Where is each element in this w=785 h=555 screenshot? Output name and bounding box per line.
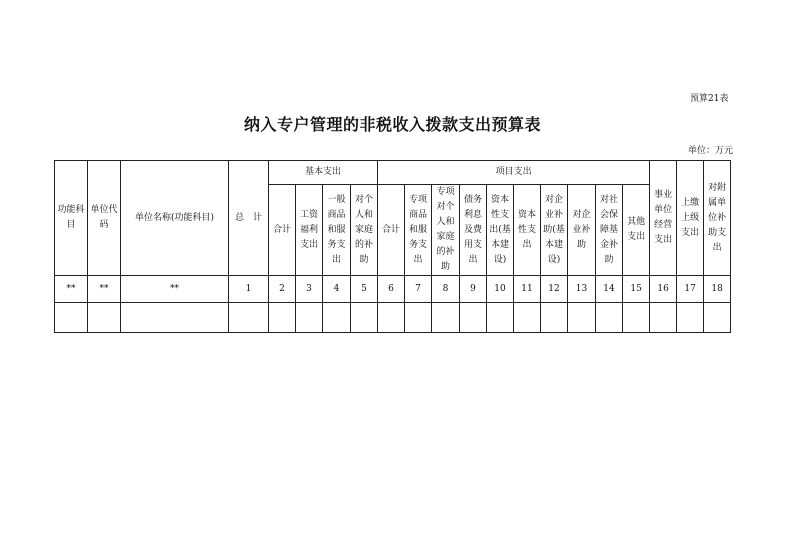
column-number: 18 xyxy=(704,276,731,303)
data-cell xyxy=(514,303,541,333)
column-number: 15 xyxy=(623,276,650,303)
form-number: 预算21表 xyxy=(690,94,729,104)
data-cell xyxy=(596,303,623,333)
header-basic-total: 合计 xyxy=(269,185,296,276)
column-number: 16 xyxy=(650,276,677,303)
column-number: 5 xyxy=(351,276,378,303)
header-basic-group: 基本支出 xyxy=(269,161,378,185)
column-number-row xyxy=(55,276,731,303)
column-number: 11 xyxy=(514,276,541,303)
header-project-goods: 专项商品和服务支出 xyxy=(405,185,432,276)
column-number: 12 xyxy=(541,276,568,303)
column-number: 14 xyxy=(596,276,623,303)
header-basic-household: 对个人和家庭的补助 xyxy=(351,185,378,276)
header-project-enterprise-construction: 对企业补助(基本建设) xyxy=(541,185,568,276)
header-affiliated: 对附属单位补助支出 xyxy=(704,161,731,276)
data-cell xyxy=(55,303,88,333)
data-cell xyxy=(432,303,460,333)
marker-cell: ** xyxy=(88,276,121,303)
data-cell xyxy=(704,303,731,333)
header-project-capital-construction: 资本性支出(基本建设) xyxy=(487,185,514,276)
data-cell xyxy=(351,303,378,333)
header-project-social-security: 对社会保障基金补助 xyxy=(596,185,623,276)
data-cell xyxy=(487,303,514,333)
data-cell xyxy=(121,303,229,333)
data-cell xyxy=(323,303,351,333)
column-number: 1 xyxy=(229,276,269,303)
column-number: 8 xyxy=(432,276,460,303)
data-cell xyxy=(378,303,405,333)
page-title: 纳入专户管理的非税收入拨款支出预算表 xyxy=(243,115,541,134)
data-cell xyxy=(460,303,487,333)
column-number: 10 xyxy=(487,276,514,303)
data-cell xyxy=(568,303,596,333)
data-cell xyxy=(229,303,269,333)
header-project-debt: 债务利息及费用支出 xyxy=(460,185,487,276)
header-project-capital: 资本性支出 xyxy=(514,185,541,276)
header-basic-goods: 一般商品和服务支出 xyxy=(323,185,351,276)
data-cell xyxy=(650,303,677,333)
data-cell xyxy=(269,303,296,333)
data-row xyxy=(55,303,731,333)
header-project-household: 专项对个人和家庭的补助 xyxy=(432,185,460,276)
column-number: 6 xyxy=(378,276,405,303)
header-unit-code: 单位代码 xyxy=(88,161,121,276)
column-number: 7 xyxy=(405,276,432,303)
header-project-group: 项目支出 xyxy=(378,161,650,185)
unit-label: 单位：万元 xyxy=(688,146,734,156)
column-number: 4 xyxy=(323,276,351,303)
column-number: 9 xyxy=(460,276,487,303)
header-upper: 上缴上级支出 xyxy=(677,161,704,276)
data-cell xyxy=(405,303,432,333)
column-number: 2 xyxy=(269,276,296,303)
header-func-code: 功能科目 xyxy=(55,161,88,276)
header-business: 事业单位经营支出 xyxy=(650,161,677,276)
header-basic-salary: 工资福利支出 xyxy=(296,185,323,276)
data-cell xyxy=(677,303,704,333)
marker-cell: ** xyxy=(121,276,229,303)
column-number: 17 xyxy=(677,276,704,303)
header-project-enterprise: 对企业补助 xyxy=(568,185,596,276)
marker-cell: ** xyxy=(55,276,88,303)
data-cell xyxy=(623,303,650,333)
header-project-total: 合计 xyxy=(378,185,405,276)
data-cell xyxy=(88,303,121,333)
header-project-other: 其他支出 xyxy=(623,185,650,276)
header-unit-name: 单位名称(功能科目) xyxy=(121,161,229,276)
header-total: 总 计 xyxy=(229,161,269,276)
column-number: 13 xyxy=(568,276,596,303)
column-number: 3 xyxy=(296,276,323,303)
budget-table xyxy=(54,160,731,333)
data-cell xyxy=(541,303,568,333)
data-cell xyxy=(296,303,323,333)
